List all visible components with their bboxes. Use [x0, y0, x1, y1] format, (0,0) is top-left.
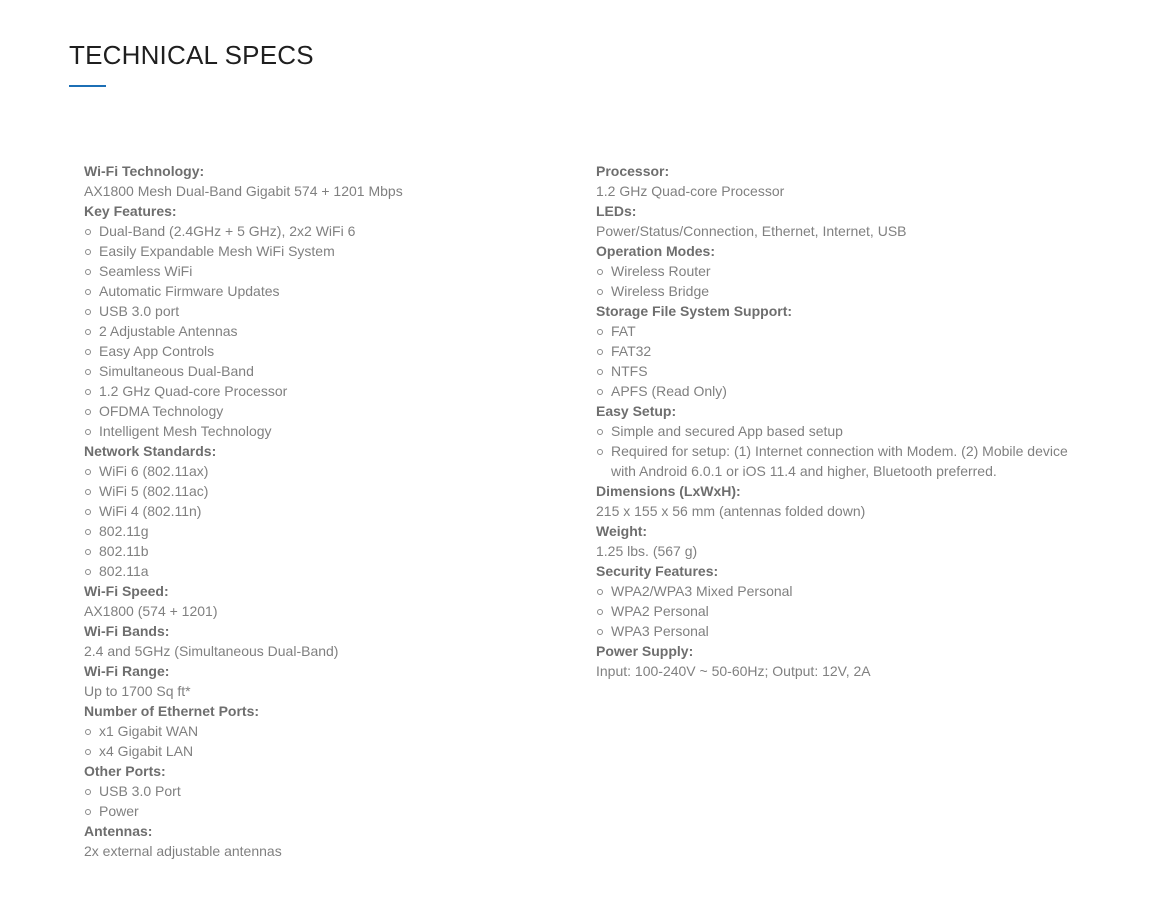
spec-label-operation-modes: Operation Modes:: [596, 243, 716, 259]
specs-right-column: [596, 161, 1086, 681]
spec-label-processor: Processor:: [596, 163, 670, 179]
spec-label-wifi-speed: Wi-Fi Speed:: [84, 583, 169, 599]
list-item: Seamless WiFi: [84, 261, 554, 281]
list-item: 802.11a: [84, 561, 554, 581]
spec-label-weight: Weight:: [596, 523, 648, 539]
list-item: FAT: [596, 321, 1086, 341]
list-item: WiFi 5 (802.11ac): [84, 481, 554, 501]
spec-label-wifi-technology: Wi-Fi Technology:: [84, 163, 205, 179]
spec-value-antennas: 2x external adjustable antennas: [84, 843, 282, 859]
spec-value-power-supply: Input: 100-240V ~ 50-60Hz; Output: 12V, 2A: [596, 663, 871, 679]
spec-label-wifi-range: Wi-Fi Range:: [84, 663, 170, 679]
spec-label-easy-setup: Easy Setup:: [596, 403, 677, 419]
spec-label-storage-fs: Storage File System Support:: [596, 303, 793, 319]
list-item: WiFi 6 (802.11ax): [84, 461, 554, 481]
spec-label-leds: LEDs:: [596, 203, 637, 219]
list-item: WPA3 Personal: [596, 621, 1086, 641]
list-item: Dual-Band (2.4GHz + 5 GHz), 2x2 WiFi 6: [84, 221, 554, 241]
list-item: Easily Expandable Mesh WiFi System: [84, 241, 554, 261]
spec-label-power-supply: Power Supply:: [596, 643, 694, 659]
spec-value-wifi-bands: 2.4 and 5GHz (Simultaneous Dual-Band): [84, 643, 339, 659]
list-item: APFS (Read Only): [596, 381, 1086, 401]
easy-setup-list: [596, 421, 1086, 481]
list-item: USB 3.0 Port: [84, 781, 554, 801]
list-item: OFDMA Technology: [84, 401, 554, 421]
list-item: FAT32: [596, 341, 1086, 361]
spec-label-key-features: Key Features:: [84, 203, 177, 219]
spec-label-wifi-bands: Wi-Fi Bands:: [84, 623, 170, 639]
list-item: Wireless Router: [596, 261, 1086, 281]
list-item: Wireless Bridge: [596, 281, 1086, 301]
list-item: 2 Adjustable Antennas: [84, 321, 554, 341]
spec-value-wifi-speed: AX1800 (574 + 1201): [84, 603, 218, 619]
list-item: Required for setup: (1) Internet connection with Modem. (2) Mobile device with Android 6.0.1 or iOS 11.4 and higher, Bluetooth preferred.: [596, 441, 1086, 481]
network-standards-list: [84, 461, 554, 581]
spec-label-security: Security Features:: [596, 563, 719, 579]
list-item: Simultaneous Dual-Band: [84, 361, 554, 381]
spec-value-processor: 1.2 GHz Quad-core Processor: [596, 183, 785, 199]
list-item: WPA2/WPA3 Mixed Personal: [596, 581, 1086, 601]
ethernet-ports-list: [84, 721, 554, 761]
spec-label-ethernet-ports: Number of Ethernet Ports:: [84, 703, 260, 719]
security-features-list: [596, 581, 1086, 641]
specs-left-column: [84, 161, 554, 861]
spec-value-wifi-technology: AX1800 Mesh Dual-Band Gigabit 574 + 1201 Mbps: [84, 183, 403, 199]
list-item: NTFS: [596, 361, 1086, 381]
spec-label-dimensions: Dimensions (LxWxH):: [596, 483, 741, 499]
list-item: Intelligent Mesh Technology: [84, 421, 554, 441]
list-item: Automatic Firmware Updates: [84, 281, 554, 301]
key-features-list: [84, 221, 554, 441]
list-item: WPA2 Personal: [596, 601, 1086, 621]
list-item: Power: [84, 801, 554, 821]
list-item: WiFi 4 (802.11n): [84, 501, 554, 521]
title-underline: [69, 85, 106, 87]
list-item: Easy App Controls: [84, 341, 554, 361]
page-title: TECHNICAL SPECS: [69, 40, 314, 70]
other-ports-list: [84, 781, 554, 821]
list-item: x1 Gigabit WAN: [84, 721, 554, 741]
spec-value-dimensions: 215 x 155 x 56 mm (antennas folded down): [596, 503, 866, 519]
list-item: 802.11b: [84, 541, 554, 561]
storage-fs-list: [596, 321, 1086, 401]
list-item: 1.2 GHz Quad-core Processor: [84, 381, 554, 401]
operation-modes-list: [596, 261, 1086, 301]
list-item: 802.11g: [84, 521, 554, 541]
spec-label-other-ports: Other Ports:: [84, 763, 166, 779]
list-item: USB 3.0 port: [84, 301, 554, 321]
spec-value-weight: 1.25 lbs. (567 g): [596, 543, 698, 559]
spec-label-antennas: Antennas:: [84, 823, 153, 839]
spec-value-leds: Power/Status/Connection, Ethernet, Internet, USB: [596, 223, 907, 239]
spec-label-network-standards: Network Standards:: [84, 443, 217, 459]
spec-value-wifi-range: Up to 1700 Sq ft*: [84, 683, 191, 699]
list-item: x4 Gigabit LAN: [84, 741, 554, 761]
list-item: Simple and secured App based setup: [596, 421, 1086, 441]
